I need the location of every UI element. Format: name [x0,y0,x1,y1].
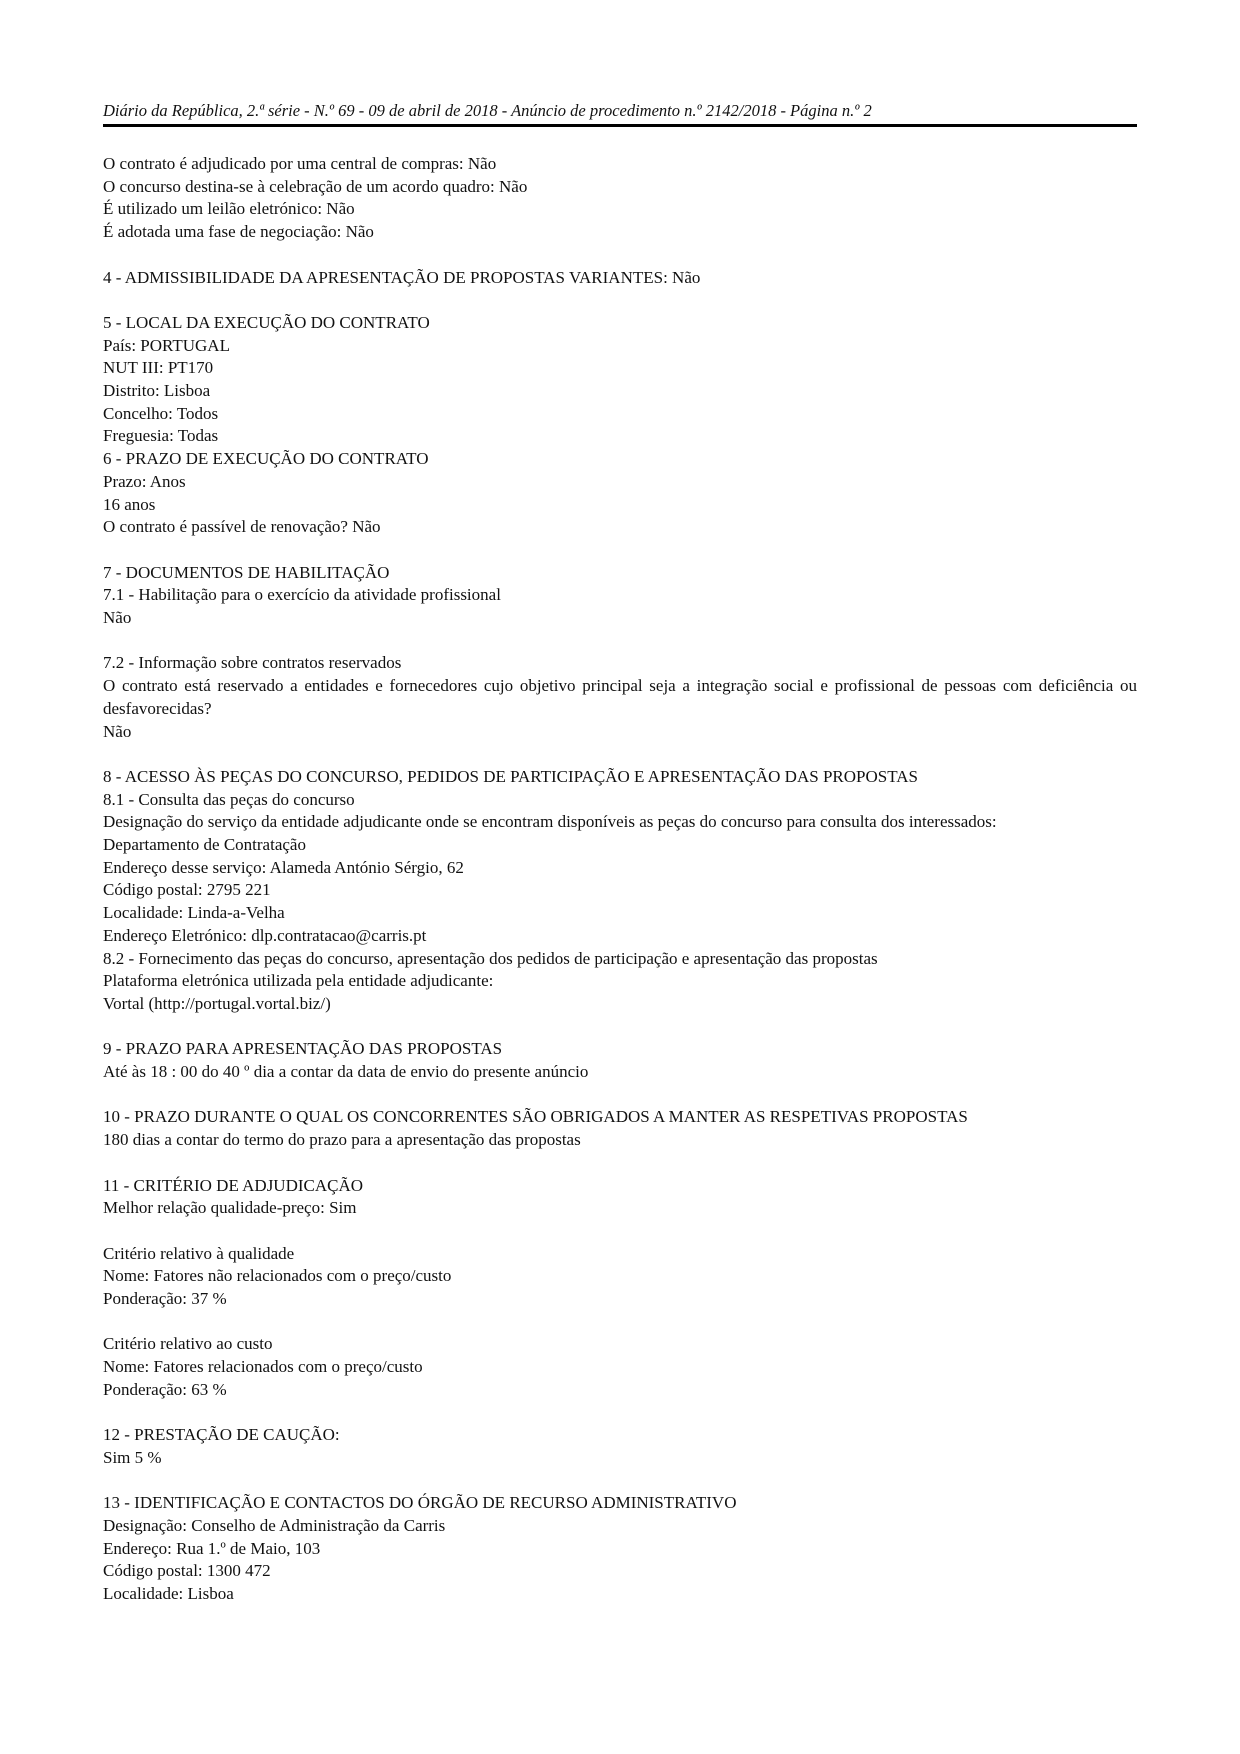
spacer [103,743,1137,766]
section-13-line: Localidade: Lisboa [103,1584,234,1604]
quality-criterion-weight: Ponderação: 37 % [103,1289,227,1309]
section-8-2-title: 8.2 - Fornecimento das peças do concurso, apresentação dos pedidos de participação e apresentação das propostas [103,948,878,968]
section-11-title: 11 - CRITÉRIO DE ADJUDICAÇÃO [103,1175,364,1195]
intro-line: O concurso destina-se à celebração de um acordo quadro: Não [103,176,528,196]
intro-line: O contrato é adjudicado por uma central de compras: Não [103,154,497,173]
section-7-2-value: Não [103,721,132,741]
quality-criterion-line: Critério relativo à qualidade [103,1243,295,1263]
section-13-line: Designação: Conselho de Administração da Carris [103,1516,446,1535]
section-9-title: 9 - PRAZO PARA APRESENTAÇÃO DAS PROPOSTAS [103,1039,503,1059]
section-5-line: País: PORTUGAL [103,335,230,355]
spacer [103,539,1137,562]
section-7-title: 7 - DOCUMENTOS DE HABILITAÇÃO [103,562,390,582]
section-5-line: Distrito: Lisboa [103,381,211,400]
section-8-1-line: Código postal: 2795 221 [103,880,271,900]
cost-criterion-line: Critério relativo ao custo [103,1334,273,1354]
section-6-title: 6 - PRAZO DE EXECUÇÃO DO CONTRATO [103,449,429,469]
section-8-2-platform: Vortal (http://portugal.vortal.biz/) [103,993,331,1013]
section-12-text: Sim 5 % [103,1447,162,1467]
section-5-line: NUT III: PT170 [103,358,214,378]
section-7-2-question: O contrato está reservado a entidades e fornecedores cujo objetivo principal seja a integração social e profissional de pessoas com deficiência ou desfavorecidas? [103,676,1137,718]
header-rule [103,124,1137,127]
spacer [103,630,1137,653]
section-12-title: 12 - PRESTAÇÃO DE CAUÇÃO: [103,1425,340,1445]
cost-criterion-weight: Ponderação: 63 % [103,1379,227,1399]
spacer [103,1402,1137,1425]
section-8-1-title: 8.1 - Consulta das peças do concurso [103,789,355,809]
spacer [103,289,1137,312]
spacer [103,1220,1137,1243]
section-7-1-title: 7.1 - Habilitação para o exercício da atividade profissional [103,585,501,605]
section-6-line: 16 anos [103,494,156,514]
intro-block [103,153,1137,244]
section-10-text: 180 dias a contar do termo do prazo para a apresentação das propostas [103,1130,581,1150]
section-5-title: 5 - LOCAL DA EXECUÇÃO DO CONTRATO [103,312,430,332]
quality-criterion-line: Nome: Fatores não relacionados com o preço/custo [103,1266,452,1286]
spacer [103,244,1137,267]
intro-line: É adotada uma fase de negociação: Não [103,222,374,242]
page-header: Diário da República, 2.ª série - N.º 69 - 09 de abril de 2018 - Anúncio de procedimento n.º 2142/2018 - Página n.º 2 [103,101,872,120]
section-8-1-line: Endereço desse serviço: Alameda António Sérgio, 62 [103,857,464,877]
section-13-title: 13 - IDENTIFICAÇÃO E CONTACTOS DO ÓRGÃO DE RECURSO ADMINISTRATIVO [103,1493,737,1513]
section-8-2-line: Plataforma eletrónica utilizada pela entidade adjudicante: [103,971,494,991]
spacer [103,1016,1137,1039]
section-5-line: Concelho: Todos [103,403,219,423]
section-8-1-line: Designação do serviço da entidade adjudicante onde se encontram disponíveis as peças do concurso para consulta dos interessados: [103,812,997,832]
section-6-line: O contrato é passível de renovação? Não [103,517,381,537]
intro-line: É utilizado um leilão eletrónico: Não [103,199,355,219]
section-8-1-line: Departamento de Contratação [103,835,306,855]
document-body [103,153,1137,1606]
spacer [103,1311,1137,1334]
section-7-2-title: 7.2 - Informação sobre contratos reservados [103,653,402,673]
section-9-text: Até às 18 : 00 do 40 º dia a contar da data de envio do presente anúncio [103,1062,589,1082]
cost-criterion-line: Nome: Fatores relacionados com o preço/custo [103,1357,423,1377]
section-8-1-line: Localidade: Linda-a-Velha [103,903,285,923]
section-13-line: Código postal: 1300 472 [103,1561,271,1581]
section-8-title: 8 - ACESSO ÀS PEÇAS DO CONCURSO, PEDIDOS DE PARTICIPAÇÃO E APRESENTAÇÃO DAS PROPOSTAS [103,766,918,786]
section-10-title: 10 - PRAZO DURANTE O QUAL OS CONCORRENTES SÃO OBRIGADOS A MANTER AS RESPETIVAS PROPOSTAS [103,1107,968,1127]
section-4-title: 4 - ADMISSIBILIDADE DA APRESENTAÇÃO DE PROPOSTAS VARIANTES: Não [103,267,701,287]
spacer [103,1470,1137,1493]
section-11-text: Melhor relação qualidade-preço: Sim [103,1198,357,1218]
spacer [103,1084,1137,1107]
section-6-line: Prazo: Anos [103,471,186,491]
spacer [103,1152,1137,1175]
section-5-line: Freguesia: Todas [103,426,219,446]
section-13-line: Endereço: Rua 1.º de Maio, 103 [103,1538,321,1558]
section-7-1-value: Não [103,608,132,628]
section-8-1-email: Endereço Eletrónico: dlp.contratacao@carris.pt [103,925,427,945]
